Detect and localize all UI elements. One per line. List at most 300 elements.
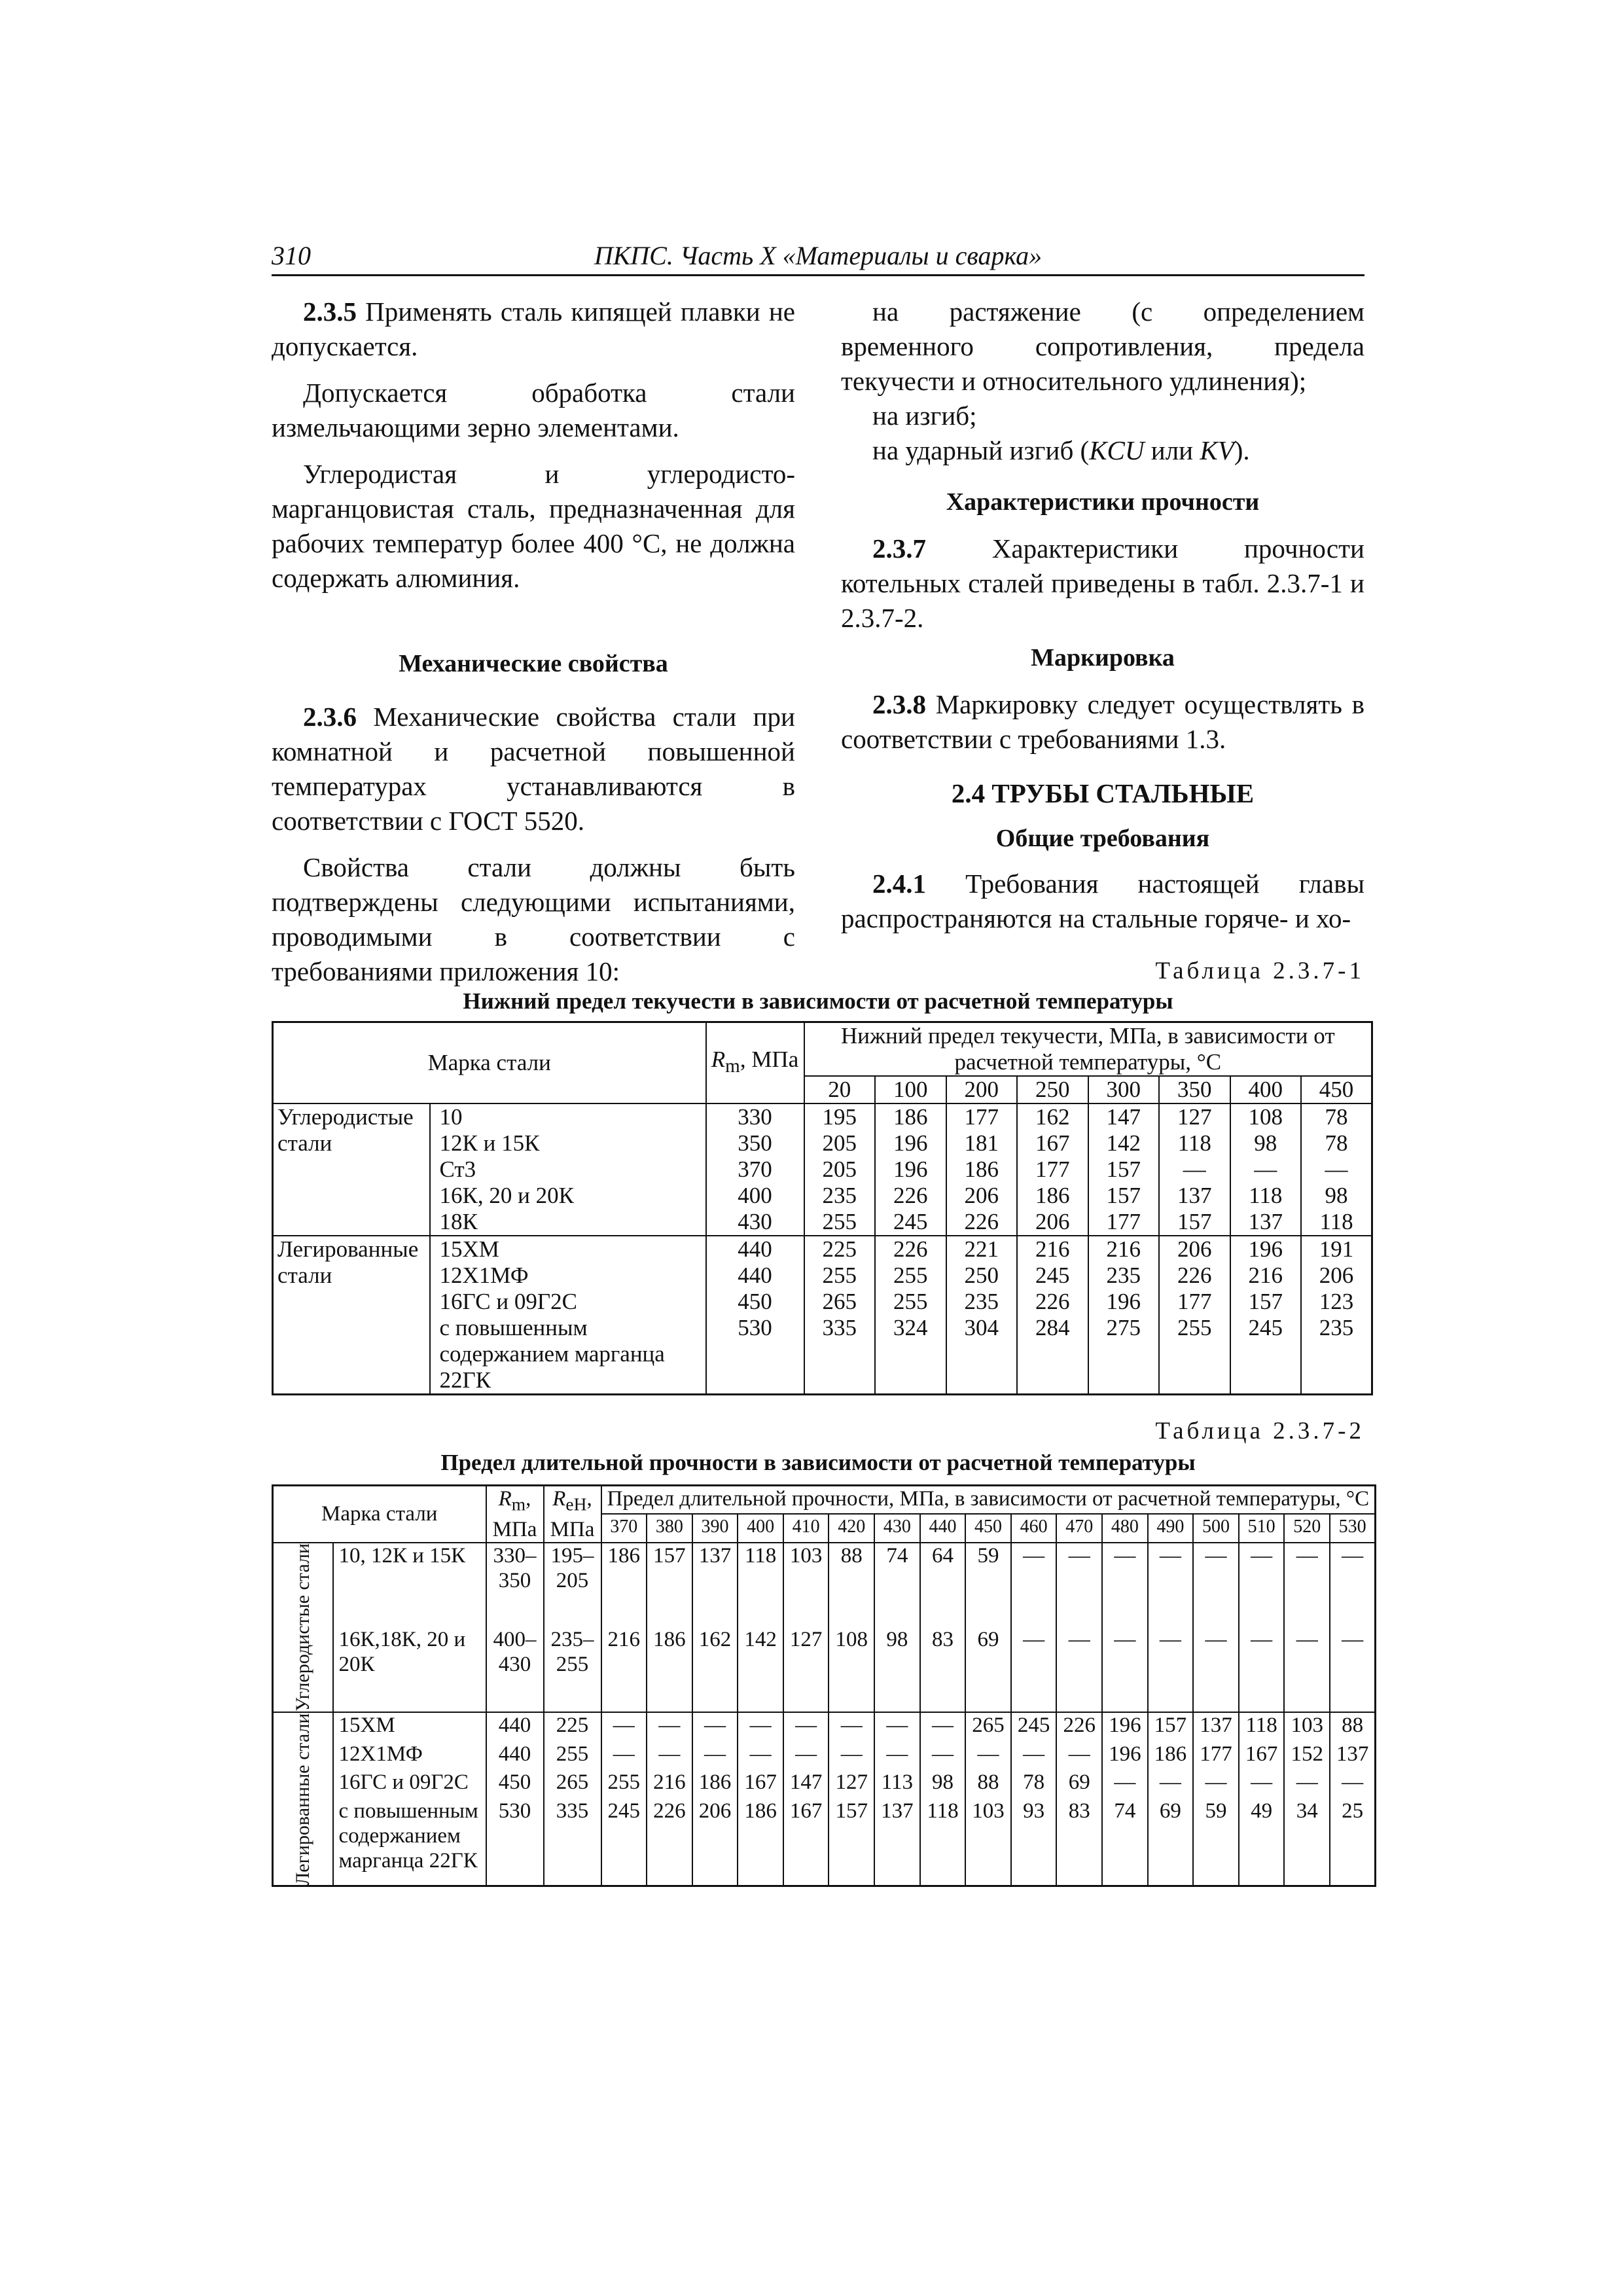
table-row — [273, 1236, 1372, 1263]
yield-value: 235 — [1088, 1263, 1160, 1289]
temperature-header: 380 — [647, 1514, 692, 1542]
section-heading: Характеристики прочности — [946, 488, 1260, 516]
strength-value: 226 — [1056, 1712, 1102, 1742]
paragraph-text: Применять сталь кипящей плавки не допускается. — [272, 296, 795, 361]
strength-value: 186 — [692, 1770, 738, 1799]
temperature-header: 460 — [1011, 1514, 1057, 1542]
paragraph: Углеродистая и углеродисто-марганцовистая сталь, предназначенная для рабочих температур более 400 °С, не должна содержать алюминия. — [272, 459, 795, 593]
strength-value: — — [965, 1742, 1011, 1770]
temperature-header: 370 — [601, 1514, 647, 1542]
yield-value: 196 — [1088, 1289, 1160, 1315]
strength-value: 206 — [692, 1799, 738, 1886]
yield-value: 142 — [1088, 1130, 1160, 1157]
temperature-header: 450 — [965, 1514, 1011, 1542]
strength-value: 74 — [874, 1543, 920, 1627]
reh-value: 225 — [544, 1712, 601, 1742]
steel-grade: 16К, 20 и 20К — [430, 1183, 706, 1209]
strength-value: — — [1330, 1627, 1376, 1712]
yield-value: 196 — [875, 1130, 946, 1157]
unit: , МПа — [740, 1047, 799, 1072]
rm-value: 370 — [706, 1157, 804, 1183]
text: на ударный изгиб ( — [872, 435, 1090, 465]
table-title: Предел длительной прочности в зависимости от расчетной температуры — [440, 1450, 1196, 1475]
yield-value: 206 — [1017, 1209, 1088, 1236]
table-row — [273, 1627, 1376, 1712]
strength-value: 59 — [965, 1543, 1011, 1627]
temperature-header: 20 — [804, 1076, 876, 1103]
strength-value: 226 — [647, 1799, 692, 1886]
yield-value: 250 — [946, 1263, 1018, 1289]
left-column — [272, 295, 795, 1001]
yield-value: 235 — [1301, 1315, 1372, 1395]
temperature-header: 520 — [1284, 1514, 1330, 1542]
temperature-header: 510 — [1239, 1514, 1285, 1542]
rm-value: 530 — [486, 1799, 544, 1886]
strength-value: 118 — [738, 1543, 783, 1627]
strength-value: 103 — [965, 1799, 1011, 1886]
yield-value: 226 — [1017, 1289, 1088, 1315]
strength-value: 64 — [920, 1543, 966, 1627]
paragraph-2-3-5 — [272, 295, 795, 364]
yield-value: 216 — [1088, 1236, 1160, 1263]
temperature-header: 400 — [1230, 1076, 1302, 1103]
strength-value: 88 — [965, 1770, 1011, 1799]
yield-value: 195 — [804, 1103, 876, 1130]
strength-value: — — [1102, 1543, 1148, 1627]
yield-value: 157 — [1230, 1289, 1302, 1315]
strength-value: — — [738, 1742, 783, 1770]
list-item — [841, 433, 1364, 468]
strength-value: 137 — [874, 1799, 920, 1886]
table-row — [273, 1289, 1372, 1315]
strength-value: — — [1239, 1770, 1285, 1799]
symbol: R — [498, 1487, 512, 1511]
yield-value: 226 — [946, 1209, 1018, 1236]
strength-value: — — [1330, 1543, 1376, 1627]
paragraph-text: Механические свойства стали при комнатной и расчетной повышенной температурах устанавливаются в соответствии с ГОСТ 5520. — [272, 702, 795, 836]
reh-value: 195–205 — [544, 1543, 601, 1627]
strength-value: 167 — [783, 1799, 829, 1886]
strength-value: 88 — [1330, 1712, 1376, 1742]
temperature-header: 470 — [1056, 1514, 1102, 1542]
strength-value: — — [1102, 1627, 1148, 1712]
yield-value: 245 — [1017, 1263, 1088, 1289]
steel-grade: 15ХМ — [430, 1236, 706, 1263]
clause-number: 2.3.6 — [303, 702, 357, 732]
yield-value: 216 — [1017, 1236, 1088, 1263]
yield-value: 255 — [804, 1263, 876, 1289]
strength-value: — — [1056, 1543, 1102, 1627]
temperature-header: 420 — [829, 1514, 874, 1542]
table-row — [273, 1263, 1372, 1289]
yield-value: 157 — [1088, 1157, 1160, 1183]
strength-value: 152 — [1284, 1742, 1330, 1770]
temperature-header: 100 — [875, 1076, 946, 1103]
paragraph-text: Характеристики прочности котельных сталей приведены в табл. 2.3.7-1 и 2.3.7-2. — [841, 533, 1364, 633]
yield-value: 177 — [1088, 1209, 1160, 1236]
text: KV — [1200, 435, 1234, 465]
symbol: R — [711, 1047, 726, 1072]
strength-value: 186 — [1148, 1742, 1194, 1770]
strength-value: 265 — [965, 1712, 1011, 1742]
temperature-header: 430 — [874, 1514, 920, 1542]
strength-value: — — [783, 1712, 829, 1742]
paragraph-2-3-8 — [841, 687, 1364, 757]
strength-value: — — [1056, 1742, 1102, 1770]
yield-value: 206 — [1301, 1263, 1372, 1289]
steel-grade: 15ХМ — [333, 1712, 486, 1742]
yield-value: 162 — [1017, 1103, 1088, 1130]
strength-value: — — [601, 1742, 647, 1770]
yield-value: 177 — [1159, 1289, 1230, 1315]
steel-grade: 18К — [430, 1209, 706, 1236]
yield-value: 304 — [946, 1315, 1018, 1395]
strength-value: — — [738, 1712, 783, 1742]
yield-value: 196 — [1230, 1236, 1302, 1263]
steel-grade: 16ГС и 09Г2С — [333, 1770, 486, 1799]
running-title: ПКПС. Часть X «Материалы и сварка» — [594, 241, 1043, 270]
strength-value: 196 — [1102, 1712, 1148, 1742]
rm-value: 450 — [706, 1289, 804, 1315]
yield-value: 206 — [1159, 1236, 1230, 1263]
text: или — [1144, 435, 1200, 465]
text: ). — [1234, 435, 1250, 465]
list-item: на растяжение (с определением временного сопротивления, предела текучести и относительного удлинения); — [841, 296, 1364, 396]
yield-value: 118 — [1230, 1183, 1302, 1209]
strength-value: — — [692, 1742, 738, 1770]
yield-value: 255 — [875, 1289, 946, 1315]
temperature-header: 440 — [920, 1514, 966, 1542]
temperature-header: 350 — [1159, 1076, 1230, 1103]
strength-value: 167 — [1239, 1742, 1285, 1770]
strength-value: — — [1193, 1770, 1239, 1799]
clause-number: 2.4.1 — [872, 869, 926, 899]
paragraph-2-4-1 — [841, 867, 1364, 936]
list-item: на изгиб; — [872, 401, 977, 431]
yield-value: — — [1230, 1157, 1302, 1183]
strength-value: 83 — [1056, 1799, 1102, 1886]
strength-value: 127 — [783, 1627, 829, 1712]
strength-value: — — [1148, 1770, 1194, 1799]
strength-value: — — [1193, 1543, 1239, 1627]
yield-value: 225 — [804, 1236, 876, 1263]
paragraph-2-3-6 — [272, 700, 795, 838]
yield-value: 226 — [1159, 1263, 1230, 1289]
header-rm: $R_m$, МПа — [486, 1486, 544, 1543]
yield-strength-table — [272, 1021, 1373, 1395]
rm-value: 530 — [706, 1315, 804, 1395]
group-name: Углеродистые стали — [273, 1543, 333, 1712]
yield-value: 157 — [1159, 1209, 1230, 1236]
strength-value: 49 — [1239, 1799, 1285, 1886]
strength-value: 113 — [874, 1770, 920, 1799]
header-reh: $R_{eH}$, МПа — [544, 1486, 601, 1543]
strength-value: 93 — [1011, 1799, 1057, 1886]
strength-value: 118 — [1239, 1712, 1285, 1742]
rm-value: 400 — [706, 1183, 804, 1209]
symbol: R — [552, 1487, 566, 1511]
temperature-header: 200 — [946, 1076, 1018, 1103]
temperature-header: 530 — [1330, 1514, 1376, 1542]
table-row — [273, 1209, 1372, 1236]
yield-value: 191 — [1301, 1236, 1372, 1263]
yield-value: 255 — [875, 1263, 946, 1289]
yield-value: 127 — [1159, 1103, 1230, 1130]
clause-number: 2.3.5 — [303, 296, 357, 327]
strength-value: 25 — [1330, 1799, 1376, 1886]
reh-value: 335 — [544, 1799, 601, 1886]
rm-value: 430 — [706, 1209, 804, 1236]
strength-value: — — [783, 1742, 829, 1770]
yield-value: 78 — [1301, 1130, 1372, 1157]
strength-value: 162 — [692, 1627, 738, 1712]
strength-value: 98 — [920, 1770, 966, 1799]
rm-value: 440 — [706, 1263, 804, 1289]
yield-value: 255 — [1159, 1315, 1230, 1395]
temperature-header: 450 — [1301, 1076, 1372, 1103]
rm-value: 400–430 — [486, 1627, 544, 1712]
yield-value: 235 — [804, 1183, 876, 1209]
yield-value: 205 — [804, 1130, 876, 1157]
strength-value: 108 — [829, 1627, 874, 1712]
strength-value: 186 — [647, 1627, 692, 1712]
yield-value: 255 — [804, 1209, 876, 1236]
steel-grade: 12К и 15К — [430, 1130, 706, 1157]
unit: МПа — [550, 1517, 595, 1541]
page-number: 310 — [272, 241, 311, 270]
unit: МПа — [492, 1517, 537, 1541]
table-row — [273, 1799, 1376, 1886]
steel-grade: 10, 12К и 15К — [333, 1543, 486, 1627]
strength-value: — — [1011, 1742, 1057, 1770]
yield-value: 98 — [1301, 1183, 1372, 1209]
strength-value: 69 — [1148, 1799, 1194, 1886]
subscript: m — [511, 1494, 526, 1515]
strength-value: 34 — [1284, 1799, 1330, 1886]
table-row — [273, 1183, 1372, 1209]
strength-value: — — [1193, 1627, 1239, 1712]
header-rm — [706, 1022, 804, 1104]
strength-value: 103 — [1284, 1712, 1330, 1742]
right-column — [841, 295, 1364, 948]
yield-value: — — [1159, 1157, 1230, 1183]
strength-value: 245 — [1011, 1712, 1057, 1742]
yield-value: 265 — [804, 1289, 876, 1315]
strength-value: 127 — [829, 1770, 874, 1799]
rm-value: 440 — [486, 1742, 544, 1770]
yield-value: 157 — [1088, 1183, 1160, 1209]
strength-value: 196 — [1102, 1742, 1148, 1770]
temperature-header: 300 — [1088, 1076, 1160, 1103]
subscript: m — [725, 1056, 740, 1077]
steel-grade: 10 — [430, 1103, 706, 1130]
strength-value: 216 — [647, 1770, 692, 1799]
yield-value: 108 — [1230, 1103, 1302, 1130]
yield-value: 137 — [1230, 1209, 1302, 1236]
table-row — [273, 1770, 1376, 1799]
strength-value: — — [1148, 1543, 1194, 1627]
strength-value: 186 — [601, 1543, 647, 1627]
yield-value: 98 — [1230, 1130, 1302, 1157]
strength-value: 69 — [965, 1627, 1011, 1712]
header-yield: Нижний предел текучести, МПа, в зависимости от расчетной температуры, °С — [804, 1022, 1372, 1077]
strength-value: — — [874, 1712, 920, 1742]
yield-value: 167 — [1017, 1130, 1088, 1157]
steel-grade: 16К,18К, 20 и 20К — [333, 1627, 486, 1712]
strength-value: 98 — [874, 1627, 920, 1712]
table-row — [273, 1315, 1372, 1395]
strength-value: — — [829, 1742, 874, 1770]
yield-value: 177 — [946, 1103, 1018, 1130]
strength-value: — — [1102, 1770, 1148, 1799]
temperature-header: 400 — [738, 1514, 783, 1542]
yield-value: 186 — [875, 1103, 946, 1130]
paragraph-text: Маркировку следует осуществлять в соответствии с требованиями 1.3. — [841, 689, 1364, 754]
rm-value: 440 — [486, 1712, 544, 1742]
rm-value: 440 — [706, 1236, 804, 1263]
clause-number: 2.3.8 — [872, 689, 926, 719]
paragraph-text: Требования настоящей главы распространяются на стальные горяче- и хо- — [841, 869, 1364, 933]
strength-value: 216 — [601, 1627, 647, 1712]
reh-value: 235–255 — [544, 1627, 601, 1712]
strength-value: — — [874, 1742, 920, 1770]
table-row — [273, 1103, 1372, 1130]
yield-value: 147 — [1088, 1103, 1160, 1130]
temperature-header: 410 — [783, 1514, 829, 1542]
yield-value: 216 — [1230, 1263, 1302, 1289]
section-heading: Маркировка — [1031, 644, 1175, 672]
header-grade: Марка стали — [273, 1022, 706, 1104]
yield-value: 181 — [946, 1130, 1018, 1157]
temperature-header: 250 — [1017, 1076, 1088, 1103]
steel-grade: с повышенным содержанием марганца 22ГК — [333, 1799, 486, 1886]
yield-value: 137 — [1159, 1183, 1230, 1209]
yield-value: 335 — [804, 1315, 876, 1395]
strength-value: 167 — [738, 1770, 783, 1799]
yield-value: 118 — [1159, 1130, 1230, 1157]
strength-value: 157 — [829, 1799, 874, 1886]
yield-value: 245 — [875, 1209, 946, 1236]
text: KCU — [1089, 435, 1145, 465]
yield-value: 186 — [1017, 1183, 1088, 1209]
strength-value: — — [1239, 1627, 1285, 1712]
yield-value: — — [1301, 1157, 1372, 1183]
strength-value: 137 — [692, 1543, 738, 1627]
reh-value: 265 — [544, 1770, 601, 1799]
steel-grade: с повышенным содержанием марганца 22ГК — [430, 1315, 706, 1395]
strength-value: — — [1284, 1627, 1330, 1712]
yield-value: 123 — [1301, 1289, 1372, 1315]
table-label: Таблица 2.3.7-2 — [1155, 1418, 1364, 1444]
yield-value: 177 — [1017, 1157, 1088, 1183]
strength-value: 157 — [647, 1543, 692, 1627]
strength-value: — — [920, 1712, 966, 1742]
strength-value: — — [1284, 1770, 1330, 1799]
header-strength: Предел длительной прочности, МПа, в зависимости от расчетной температуры, °С — [601, 1486, 1376, 1515]
table-row — [273, 1543, 1376, 1627]
yield-value: 205 — [804, 1157, 876, 1183]
yield-value: 324 — [875, 1315, 946, 1395]
strength-value: 59 — [1193, 1799, 1239, 1886]
long-term-strength-table — [272, 1484, 1376, 1887]
strength-value: — — [647, 1742, 692, 1770]
rm-value: 450 — [486, 1770, 544, 1799]
yield-value: 118 — [1301, 1209, 1372, 1236]
paragraph: Допускается обработка стали измельчающими зерно элементами. — [272, 378, 795, 442]
table-row — [273, 1130, 1372, 1157]
steel-grade: Ст3 — [430, 1157, 706, 1183]
page-header — [272, 239, 1364, 276]
table-title: Нижний предел текучести в зависимости от расчетной температуры — [463, 988, 1173, 1014]
strength-value: 137 — [1193, 1712, 1239, 1742]
temperature-header: 500 — [1193, 1514, 1239, 1542]
strength-value: — — [1239, 1543, 1285, 1627]
paragraph-2-3-7 — [841, 531, 1364, 636]
rm-value: 350 — [706, 1130, 804, 1157]
yield-value: 186 — [946, 1157, 1018, 1183]
group-name: Легированные стали — [273, 1236, 430, 1395]
strength-value: 88 — [829, 1543, 874, 1627]
steel-grade: 12Х1МФ — [430, 1263, 706, 1289]
rm-value: 330 — [706, 1103, 804, 1130]
steel-grade: 12Х1МФ — [333, 1742, 486, 1770]
yield-value: 284 — [1017, 1315, 1088, 1395]
header-grade: Марка стали — [273, 1486, 486, 1543]
yield-value: 226 — [875, 1183, 946, 1209]
strength-value: 142 — [738, 1627, 783, 1712]
strength-value: 83 — [920, 1627, 966, 1712]
group-name: Углеродистые стали — [273, 1103, 430, 1236]
strength-value: — — [647, 1712, 692, 1742]
strength-value: — — [692, 1712, 738, 1742]
strength-value: 137 — [1330, 1742, 1376, 1770]
strength-value: — — [1011, 1627, 1057, 1712]
reh-value: 255 — [544, 1742, 601, 1770]
strength-value: — — [1148, 1627, 1194, 1712]
strength-value: 245 — [601, 1799, 647, 1886]
strength-value: 177 — [1193, 1742, 1239, 1770]
subscript: eH — [565, 1494, 587, 1515]
steel-grade: 16ГС и 09Г2С — [430, 1289, 706, 1315]
strength-value: 78 — [1011, 1770, 1057, 1799]
group-name: Легированные стали — [273, 1712, 333, 1886]
yield-value: 245 — [1230, 1315, 1302, 1395]
yield-value: 235 — [946, 1289, 1018, 1315]
clause-number: 2.3.7 — [872, 533, 926, 564]
strength-value: — — [920, 1742, 966, 1770]
strength-value: 186 — [738, 1799, 783, 1886]
strength-value: 69 — [1056, 1770, 1102, 1799]
temperature-header: 490 — [1148, 1514, 1194, 1542]
temperature-header: 390 — [692, 1514, 738, 1542]
yield-value: 78 — [1301, 1103, 1372, 1130]
table-row — [273, 1712, 1376, 1742]
strength-value: — — [829, 1712, 874, 1742]
yield-value: 275 — [1088, 1315, 1160, 1395]
strength-value: 74 — [1102, 1799, 1148, 1886]
yield-value: 206 — [946, 1183, 1018, 1209]
table-row — [273, 1742, 1376, 1770]
table-row — [273, 1157, 1372, 1183]
chapter-heading: 2.4 ТРУБЫ СТАЛЬНЫЕ — [951, 778, 1255, 808]
strength-value: 118 — [920, 1799, 966, 1886]
yield-value: 221 — [946, 1236, 1018, 1263]
yield-value: 226 — [875, 1236, 946, 1263]
strength-value: 255 — [601, 1770, 647, 1799]
strength-value: 103 — [783, 1543, 829, 1627]
table-label: Таблица 2.3.7-1 — [1155, 958, 1364, 984]
strength-value: 147 — [783, 1770, 829, 1799]
